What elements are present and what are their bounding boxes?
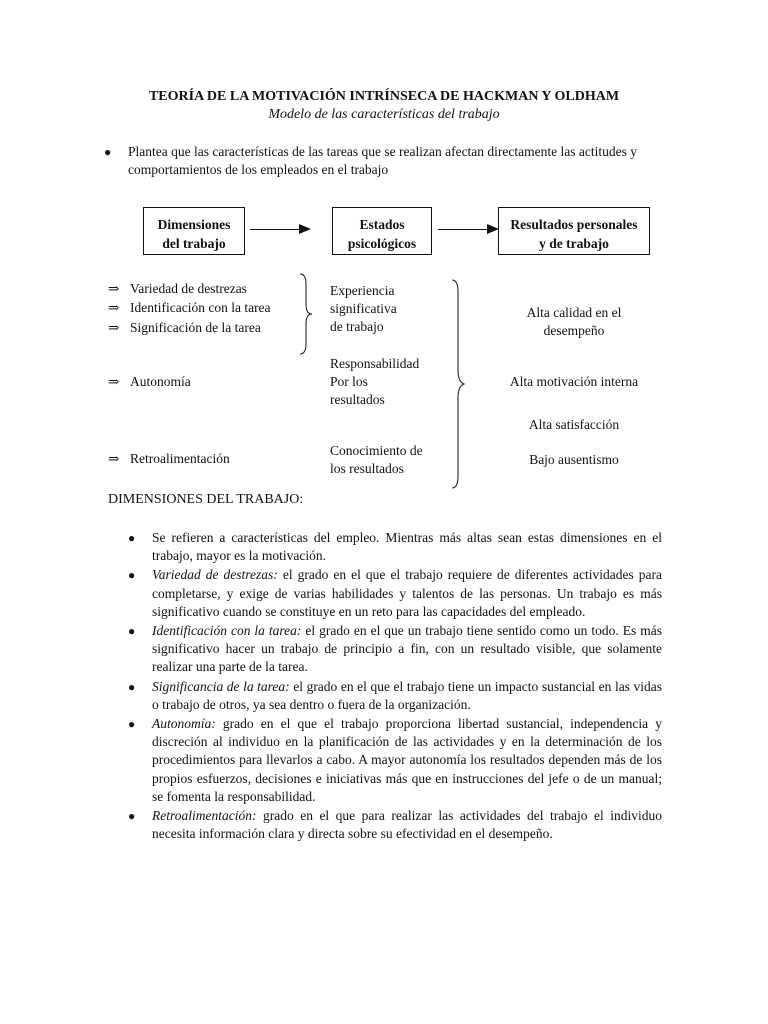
result-line: Alta satisfacción [528, 417, 620, 432]
implies-arrow-icon: ⇒ [108, 320, 120, 335]
box-label: psicológicos [347, 236, 417, 251]
dimension-variedad [108, 281, 247, 297]
right-brace-icon [448, 278, 468, 490]
intro-bullet [104, 143, 668, 179]
dimensions-list [128, 529, 662, 844]
state-line: Conocimiento de [330, 443, 423, 458]
list-item [128, 622, 662, 677]
implies-arrow-icon: ⇒ [108, 451, 120, 466]
item-text: el grado en el que el trabajo requiere de diferentes actividades para completarse, y exige de varias habilidades y talentos de las personas. Un trabajo es más significativo cuando se constituye en un reto para las capacidades del empleado. [152, 567, 662, 619]
box-label: Resultados personales [510, 217, 638, 232]
item-text: grado en el que para realizar las actividades del trabajo el individuo necesita información clara y directa sobre su efectividad en el desempeño. [152, 808, 662, 842]
state-experiencia [330, 282, 397, 336]
result-line: Bajo ausentismo [529, 452, 619, 467]
item-term: Autonomía: [152, 716, 216, 732]
item-term: Significancia de la tarea: [152, 678, 290, 694]
box-estados [332, 207, 432, 255]
bullet-icon: ● [128, 809, 136, 824]
bullet-icon: ● [128, 624, 136, 639]
state-line: de trabajo [330, 319, 384, 334]
state-line: Responsabilidad [330, 356, 420, 371]
document-subtitle: Modelo de las características del trabajo [268, 107, 500, 122]
item-text: el grado en el que un trabajo tiene sentido como un todo. Es más significativo hacer un trabajo de principio a fin, con un resultado visible, que solamente realizar una parte de la tarea. [152, 623, 662, 675]
list-item [128, 529, 662, 565]
state-line: Experiencia [330, 283, 395, 298]
result-motivacion [474, 373, 674, 391]
implies-arrow-icon: ⇒ [108, 281, 120, 296]
intro-text: Plantea que las características de las tareas que se realizan afectan directamente las actitudes y comportamientos de los empleados en el trabajo [128, 144, 637, 177]
result-line: Alta calidad en el [526, 305, 622, 320]
dimension-retroalimentacion [108, 451, 230, 467]
box-resultados [498, 207, 650, 255]
item-term: Identificación con la tarea: [152, 623, 302, 639]
result-line: Alta motivación interna [509, 374, 639, 389]
list-item [128, 715, 662, 806]
box-label: y de trabajo [539, 236, 609, 251]
document-title: TEORÍA DE LA MOTIVACIÓN INTRÍNSECA DE HACKMAN Y OLDHAM [148, 89, 620, 104]
implies-arrow-icon: ⇒ [108, 300, 120, 315]
box-label: Estados [359, 217, 405, 232]
item-term: Variedad de destrezas: [152, 567, 278, 583]
box-dimensiones [143, 207, 245, 255]
state-line: los resultados [330, 461, 404, 476]
dimension-label: Retroalimentación [130, 451, 230, 466]
dimension-label: Variedad de destrezas [130, 281, 247, 296]
state-line: resultados [330, 392, 385, 407]
arrow-line [438, 229, 488, 230]
dimension-label: Significación de la tarea [130, 320, 261, 335]
state-line: significativa [330, 301, 397, 316]
item-text: Se refieren a características del empleo. Mientras más altas sean estas dimensiones en el trabajo, mayor es la motivación. [152, 530, 662, 564]
result-calidad [474, 304, 674, 340]
list-item [128, 678, 662, 714]
state-conocimiento [330, 442, 423, 478]
dimension-label: Identificación con la tarea [130, 300, 271, 315]
bullet-icon: ● [128, 568, 136, 583]
item-text: grado en el que el trabajo proporciona libertad sustancial, independencia y discreción al individuo en la planificación de las actividades y en la determinación de los procedimientos para llevarlos a cabo. A mayor autonomía los resultados dependen más de los propios esfuerzos, decisiones e iniciativas más que en instrucciones del jefe o de un manual; se fomenta la responsabilidad. [152, 716, 662, 804]
box-label: del trabajo [162, 236, 226, 251]
item-text: el grado en el que el trabajo tiene un impacto sustancial en las vidas o trabajo de otros, ya sea dentro o fuera de la organización. [152, 678, 662, 712]
arrow-line [250, 229, 300, 230]
state-line: Por los [330, 374, 368, 389]
result-satisfaccion [474, 416, 674, 434]
box-label: Dimensiones [157, 217, 231, 232]
list-item [128, 566, 662, 621]
result-ausentismo [474, 451, 674, 469]
state-responsabilidad [330, 355, 419, 409]
bullet-icon: ● [128, 679, 136, 694]
dimension-significacion [108, 320, 261, 336]
section-heading: DIMENSIONES DEL TRABAJO: [108, 492, 304, 507]
bullet-icon: ● [128, 717, 136, 732]
left-brace-icon [296, 272, 316, 356]
bullet-icon: ● [128, 531, 136, 545]
item-term: Retroalimentación: [152, 808, 257, 824]
arrow-right-icon [299, 224, 311, 234]
bullet-icon: ● [104, 145, 112, 159]
list-item [128, 807, 662, 843]
dimension-autonomia [108, 374, 191, 390]
dimension-label: Autonomía [130, 374, 191, 389]
dimension-identificacion [108, 300, 271, 316]
result-line: desempeño [543, 323, 605, 338]
implies-arrow-icon: ⇒ [108, 374, 120, 389]
